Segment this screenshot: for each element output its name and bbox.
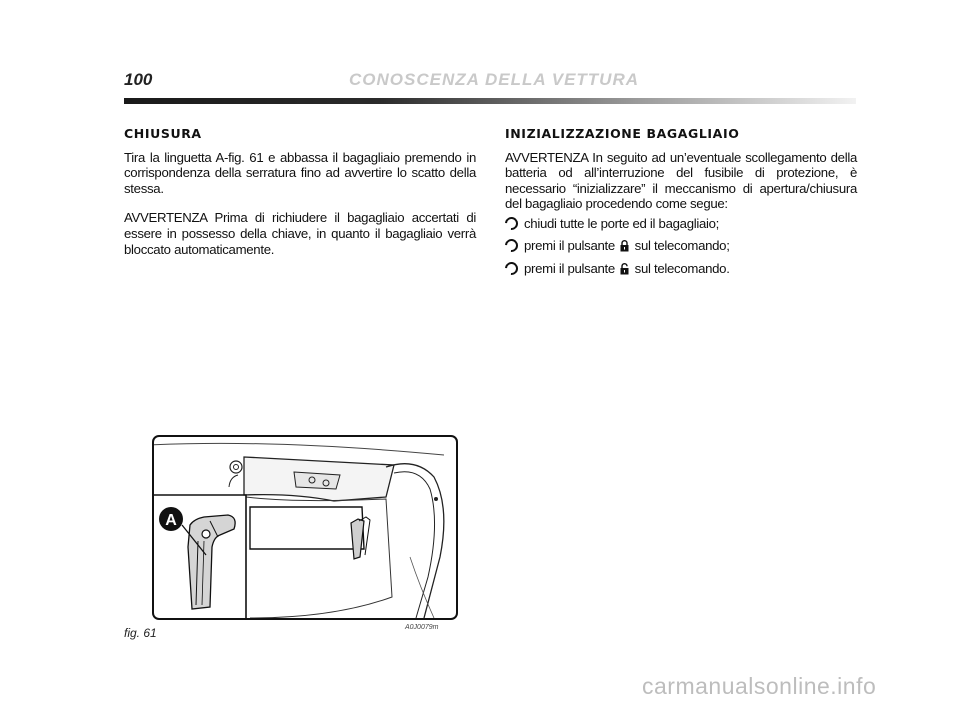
watermark: carmanualsonline.info [642, 673, 877, 699]
bullet-icon [502, 236, 520, 254]
list-item [505, 261, 857, 279]
list-item [505, 238, 857, 256]
step-text: sul telecomando; [634, 237, 730, 253]
left-column [124, 126, 476, 257]
lock-closed-icon [620, 240, 629, 256]
steps-list [505, 216, 857, 279]
page-number: 100 [124, 70, 153, 89]
paragraph-chiusura: Tira la linguetta A-fig. 61 e abbassa il bagagliaio premendo in corrispondenza della serratura fino ad avvertire lo scatto della stessa. [124, 149, 476, 196]
figure-caption: fig. 61 [124, 626, 157, 640]
paragraph-avvertenza-batteria: AVVERTENZA In seguito ad un’eventuale scollegamento della batteria od all’interruzione del fusibile di protezione, è necessario “inizializzare” il meccanismo di apertura/chiusura del bagagliaio procedendo come segue: [505, 149, 857, 212]
figure-trunk-illustration [152, 435, 458, 620]
figure-code: A0J0079m [405, 624, 439, 631]
step-text: chiudi tutte le porte ed il bagagliaio; [524, 215, 720, 231]
paragraph-avvertenza: AVVERTENZA Prima di richiudere il bagagliaio accertati di essere in possesso della chiave, in quanto il bagagliaio verrà bloccato automaticamente. [124, 210, 476, 257]
lock-open-icon [620, 263, 629, 279]
list-item [505, 216, 857, 232]
bullet-icon [502, 214, 520, 232]
step-text: premi il pulsante [524, 261, 615, 277]
heading-chiusura: CHIUSURA [124, 126, 202, 141]
heading-inizializzazione: INIZIALIZZAZIONE BAGAGLIAIO [505, 126, 740, 141]
right-column [505, 126, 857, 285]
step-text: premi il pulsante [524, 237, 615, 253]
callout-label: A [165, 512, 177, 529]
trunk-drawing [154, 437, 456, 618]
section-title: CONOSCENZA DELLA VETTURA [349, 70, 640, 89]
bullet-icon [502, 259, 520, 277]
step-text: sul telecomando. [634, 261, 730, 277]
header-rule [124, 98, 856, 104]
